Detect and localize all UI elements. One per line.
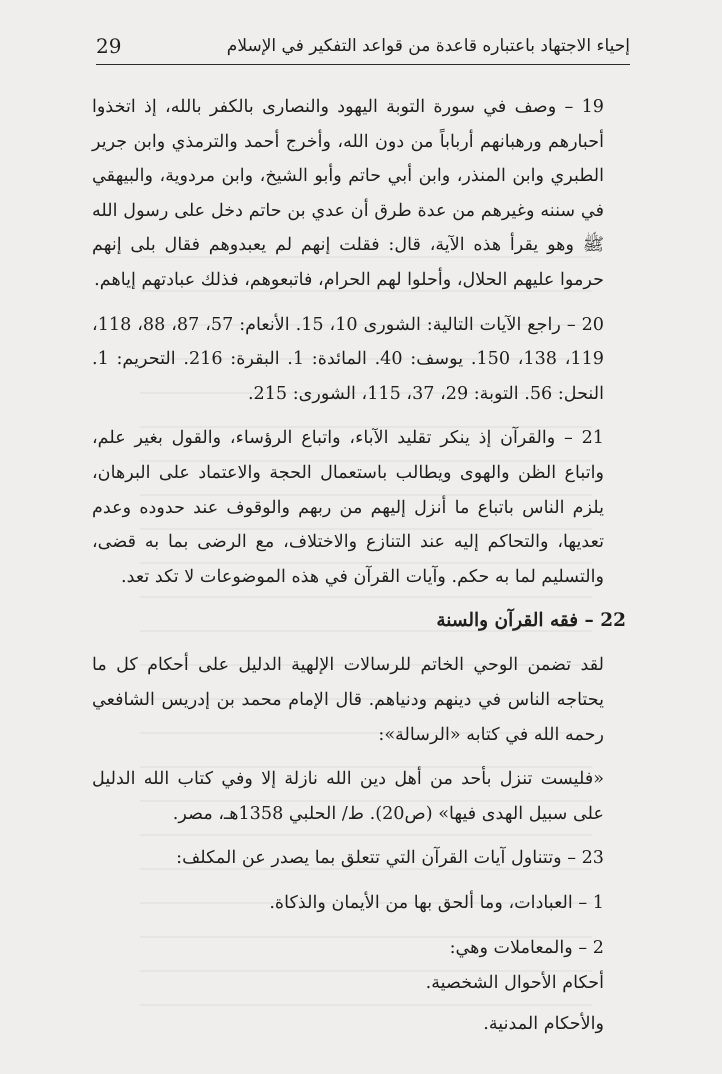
list-item-transactions: 2 – والمعاملات وهي: <box>449 937 604 958</box>
page-header <box>96 34 630 65</box>
list-subitem-personal-status: أحكام الأحوال الشخصية. <box>425 972 604 993</box>
section-heading-22: 22 – فقه القرآن والسنة <box>436 610 626 632</box>
note-23: 23 – وتتناول آيات القرآن التي تتعلق بما يصدر عن المكلف: <box>176 848 604 869</box>
running-title: إحياء الاجتهاد باعتباره قاعدة من قواعد التفكير في الإسلام <box>226 36 630 56</box>
list-item-worship: 1 – العبادات، وما ألحق بها من الأيمان والذكاة. <box>269 892 604 913</box>
note-21: 21 – والقرآن إذ ينكر تقليد الآباء، واتباع الرؤساء، والقول بغير علم، واتباع الظن والهوى ويطالب باستعمال الحجة والاعتماد على البرهان، يلزم الناس باتباع ما أنزل إليهم من ربهم والوقوف عند حدوده وعدم تعديها، والتحاكم إليه عند التنازع والاختلاف، مع الرضى بما به قضى، والتسليم لما به حكم. وآيات القرآن في هذه الموضوعات لا تكد تعد. <box>92 428 604 587</box>
note-20: 20 – راجع الآيات التالية: الشورى 10، 15. الأنعام: 57، 87، 88، 118، 119، 138، 150. يوسف: 40. المائدة: 1. البقرة: 216. التحريم: 1. النحل: 56. التوبة: 29، 37، 115، الشورى: 215. <box>92 314 604 404</box>
page-body <box>92 90 626 1042</box>
list-subitem-civil-rulings: والأحكام المدنية. <box>483 1013 604 1034</box>
note-19: 19 – وصف في سورة التوبة اليهود والنصارى بالكفر بالله، إذ اتخذوا أحبارهم ورهبانهم أرباباً من دون الله، وأخرج أحمد والترمذي وابن جرير الطبري وابن المنذر، وابن أبي حاتم وأبو الشيخ، وابن مردوية، والبيهقي في سننه وغيرهم من عدة طرق أن عدي بن حاتم دخل على رسول الله ﷺ وهو يقرأ هذه الآية، قال: فقلت إنهم لم يعبدوهم فقال بلى إنهم حرموا عليهم الحلال، وأحلوا لهم الحرام، فاتبعوهم، فذلك عبادتهم إياهم. <box>92 97 604 290</box>
paragraph-22: لقد تضمن الوحي الخاتم للرسالات الإلهية الدليل على أحكام كل ما يحتاجه الناس في دينهم ودنياهم. قال الإمام محمد بن إدريس الشافعي رحمه الله في كتابه «الرسالة»: <box>92 655 604 745</box>
shafii-quote: «فليست تنزل بأحد من أهل دين الله نازلة إلا وفي كتاب الله الدليل على سبيل الهدى فيها» (ص20). ط/ الحلبي 1358هـ، مصر. <box>92 769 604 824</box>
page-number: 29 <box>96 34 122 58</box>
